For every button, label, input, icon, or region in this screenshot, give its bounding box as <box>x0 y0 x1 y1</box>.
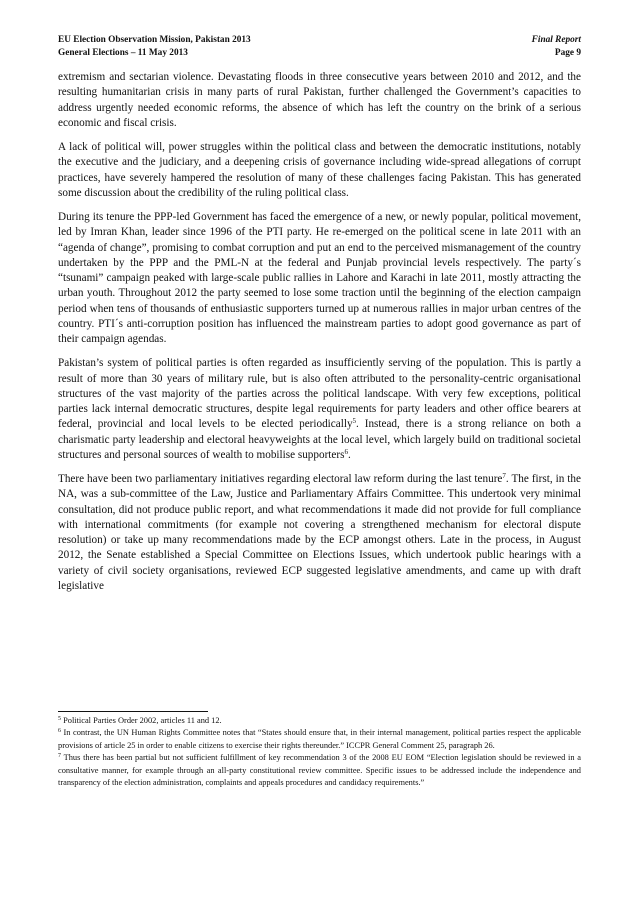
footnote <box>58 715 581 727</box>
paragraph <box>58 356 581 463</box>
paragraph-text: There have been two parliamentary initiatives regarding electoral law reform during the last tenure <box>58 473 503 485</box>
header-election-date: General Elections – 11 May 2013 <box>58 48 188 58</box>
paragraph-text: . <box>347 448 351 461</box>
paragraph-text: . The first, in the NA, was a sub-committee of the Law, Justice and Parliamentary Affairs Committee. This undertook very minimal consultation, did not produce public report, and what recommendations it made did not provide for full compliance with international commitments (for example not covering a strengthened mechanism for electoral dispute resolution) or take up many recommendations made by the ECP amongst others. Late in the process, in August 2012, the Senate established a Special Committee on Elections Issues, which undertook public hearings with a variety of civil society organisations, reviewed ECP suggested legislative amendments, and came up with draft legislative <box>58 473 581 592</box>
paragraph-text: . Instead, there is a strong reliance on both a charismatic party leadership and electoral heavyweights at the local level, which largely build on traditional societal structures and personal sources of wealth to mobilise supporters <box>58 418 581 461</box>
footnote-ref[interactable]: 6 <box>344 447 348 456</box>
footnote-text: In contrast, the UN Human Rights Committee notes that “States should ensure that, in their internal management, political parties respect the applicable provisions of article 25 in order to enable citizens to exercise their rights thereunder.” ICCPR General Comment 25, paragraph 26. <box>58 728 581 750</box>
footnote-ref[interactable]: 5 <box>352 417 357 426</box>
paragraph: During its tenure the PPP-led Government has faced the emergence of a new, or newly popular, political movement, led by Imran Khan, leader since 1996 of the PTI party. He re-emerged on the political scene in late 2011 with an “agenda of change”, promising to combat corruption and put an end to the perceived mismanagement of the country undertaken by the PPP and the PML-N at the federal and Punjab provincial levels respectively. The party´s “tsunami” campaign peaked with large-scale public rallies in Lahore and Karachi in late 2011, mostly attracting the urban youth. Throughout 2012 the party seemed to lose some traction until the beginning of the election campaign period when tens of thousands of enthusiastic supporters turned up at numerous rallies in major urban centres of the country. PTI´s anti-corruption position has influenced the mainstream parties to adopt good governance as part of their campaign agendas. <box>58 211 581 345</box>
header-mission-title: EU Election Observation Mission, Pakistan 2013 <box>58 35 251 45</box>
page-header <box>58 34 581 60</box>
footnote-text: Thus there has been partial but not sufficient fulfillment of key recommendation 3 of the 2008 EU EOM “Election legislation should be reviewed in a consultative manner, for example through an all-party constitutional review committee. Specific issues to be addressed include the independence and transparency of the election administration, complaints and appeals procedures and candidacy requirements.” <box>58 753 581 788</box>
paragraph: extremism and sectarian violence. Devastating floods in three consecutive years between 2010 and 2012, and the resulting humanitarian crisis in many parts of rural Pakistan, further challenged the Government’s capacities to address urgently needed economic reforms, the absence of which has left the country on the brink of a serious economic and fiscal crisis. <box>58 71 581 129</box>
footnote-ref[interactable]: 7 <box>502 472 506 480</box>
footnote-number: 6 <box>58 728 61 735</box>
header-report-type: Final Report <box>531 35 581 45</box>
footnote-number: 5 <box>58 716 61 722</box>
footnote-divider <box>58 711 208 712</box>
footnote <box>58 752 581 789</box>
report-page <box>58 34 581 603</box>
paragraph-text: Pakistan’s system of political parties is often regarded as insufficiently serving of the population. This is partly a result of more than 30 years of military rule, but is also often attributed to the personality-centric organisational structures of the vast majority of the parties across the political landscape. With very few exceptions, political parties lack internal democratic structures, despite legal requirements for party leaders and other office bearers at federal, provincial and local levels to be elected periodically <box>58 357 581 431</box>
header-page-number: Page 9 <box>554 48 581 58</box>
footnote-number: 7 <box>58 753 61 760</box>
paragraph <box>58 472 581 594</box>
paragraph: A lack of political will, power struggles within the political class and between the democratic institutions, notably the executive and the judiciary, and a deepening crisis of governance including wide-spread allegations of corrupt practices, have severely hampered the resolution of many of these challenges facing Pakistan. This has generated some discussion about the credibility of the ruling political class. <box>58 141 581 199</box>
footnote-text: Political Parties Order 2002, articles 11 and 12. <box>61 716 222 725</box>
footnote <box>58 727 581 752</box>
footnotes <box>58 715 581 789</box>
report-body <box>58 70 581 594</box>
